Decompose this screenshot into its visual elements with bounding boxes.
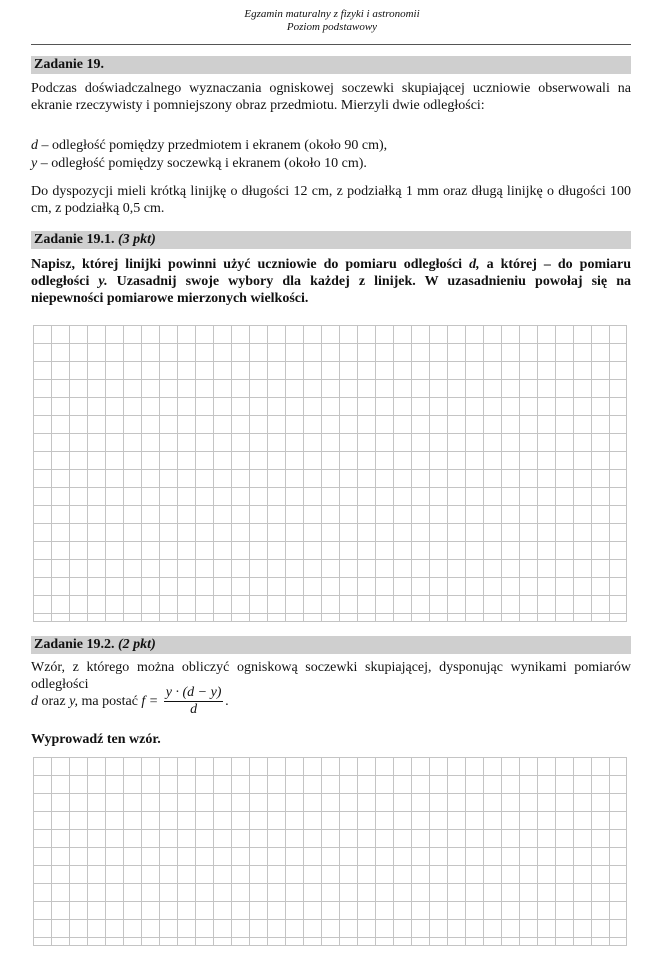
- formula-lead: ma postać: [78, 694, 142, 710]
- exam-level: Poziom podstawowy: [286, 21, 378, 33]
- text-oraz: oraz: [38, 694, 70, 710]
- formula-lhs: f =: [141, 694, 159, 709]
- text-d-variable: d: [31, 694, 38, 710]
- formula-intro: Wzór, z którego można obliczyć ogniskową soczewki skupiającej, dysponując wynikami pomiarów odległości: [31, 660, 631, 692]
- question-y: y.: [98, 274, 108, 289]
- task-19-d-definition: [31, 137, 631, 154]
- task-19-title-bar: [31, 56, 631, 74]
- question-d: d,: [469, 257, 480, 272]
- question-part-1: Napisz, której linijki powinni użyć uczniowie do pomiaru odległości: [31, 257, 470, 272]
- lens-formula: [141, 684, 229, 720]
- task-19-rulers: Do dyspozycji mieli krótką linijkę o długości 12 cm, z podziałką 1 mm oraz długą linijkę o długości 100 cm, z podziałką 0,5 cm.: [31, 184, 631, 216]
- formula-period: .: [225, 694, 229, 709]
- d-description: – odległość pomiędzy przedmiotem i ekranem (około 90 cm),: [38, 138, 388, 153]
- text-y-variable: y,: [69, 694, 79, 710]
- question-part-2: a której – do pomiaru odległości: [31, 257, 631, 289]
- task-19-2-formula-line: [31, 684, 631, 720]
- y-description: – odległość pomiędzy soczewką i ekranem (około 10 cm).: [37, 156, 367, 171]
- question-part-3: Uzasadnij swoje wybory dla każdej z linijek. W uzasadnieniu powołaj się na niepewności pomiarowe mierzonych wielkości.: [31, 274, 631, 306]
- task-19-y-definition: [31, 155, 631, 172]
- answer-grid-19-2[interactable]: [33, 757, 627, 946]
- task-19-intro: Podczas doświadczalnego wyznaczania ogniskowej soczewki skupiającej uczniowie obserwowali na ekranie rzeczywisty i pomniejszony obraz przedmiotu. Mierzyli dwie odległości:: [31, 81, 631, 113]
- d-variable: d: [31, 138, 38, 153]
- task-19-2-instruction: Wyprowadź ten wzór.: [31, 732, 161, 747]
- task-19-2-title: Zadanie 19.2.: [34, 637, 115, 652]
- formula-denominator: d: [190, 702, 198, 718]
- task-19-1-title: Zadanie 19.1.: [34, 232, 115, 247]
- task-19-1-points: (3 pkt): [118, 232, 156, 247]
- answer-grid-19-1[interactable]: [33, 325, 627, 622]
- header-divider: [31, 44, 631, 45]
- page-header: [0, 8, 664, 34]
- task-19-title: Zadanie 19.: [34, 57, 105, 72]
- task-19-2-title-bar: [31, 636, 631, 654]
- task-19-1-title-bar: [31, 231, 631, 249]
- task-19-1-question: [31, 256, 631, 307]
- formula-numerator: y · (d − y): [165, 685, 222, 701]
- task-19-2-points: (2 pkt): [118, 637, 156, 652]
- y-variable: y: [31, 156, 38, 171]
- exam-title: Egzamin maturalny z fizyki i astronomii: [244, 8, 420, 20]
- formula-fraction: [164, 685, 224, 718]
